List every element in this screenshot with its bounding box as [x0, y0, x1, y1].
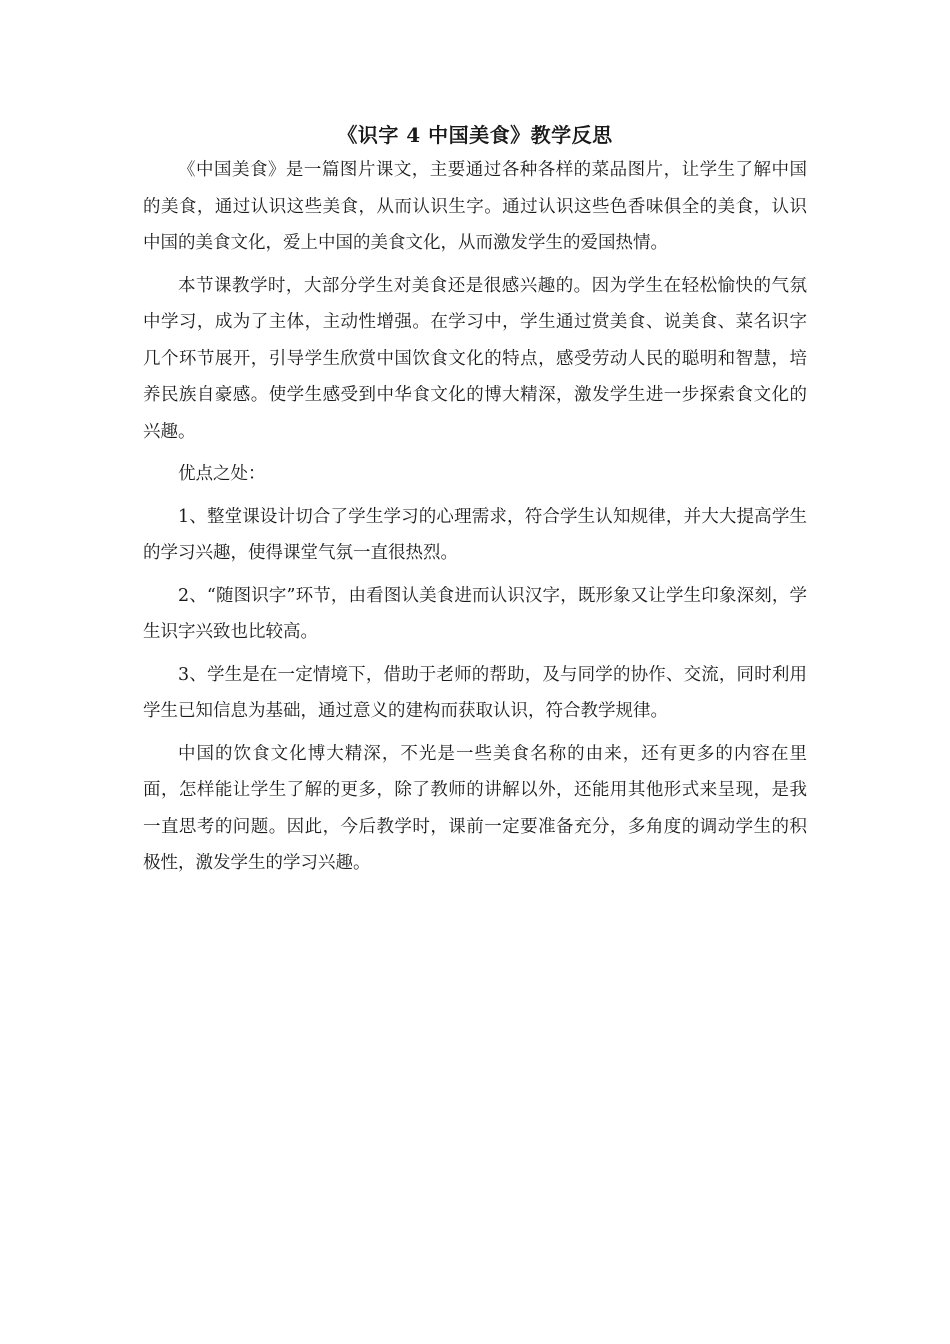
paragraph-point-2: 2、“随图识字”环节，由看图认美食进而认识汉字，既形象又让学生印象深刻，学生识字兴致也比较高。: [143, 585, 807, 642]
paragraph-reflection: 中国的饮食文化博大精深，不光是一些美食名称的由来，还有更多的内容在里面，怎样能让学生了解的更多，除了教师的讲解以外，还能用其他形式来呈现，是我一直思考的问题。因此，今后教学时，课前一定要准备充分，多角度的调动学生的积极性，激发学生的学习兴趣。: [143, 743, 807, 873]
document-title: 《识字 4 中国美食》教学反思: [337, 123, 613, 147]
paragraph-point-1: 1、整堂课设计切合了学生学习的心理需求，符合学生认知规律，并大大提高学生的学习兴趣，使得课堂气氛一直很热烈。: [143, 506, 807, 563]
document-body: [143, 118, 807, 888]
paragraph-teaching: 本节课教学时，大部分学生对美食还是很感兴趣的。因为学生在轻松愉快的气氛中学习，成为了主体，主动性增强。在学习中，学生通过赏美食、说美食、菜名识字几个环节展开，引导学生欣赏中国饮食文化的特点，感受劳动人民的聪明和智慧，培养民族自豪感。使学生感受到中华食文化的博大精深，激发学生进一步探索食文化的兴趣。: [143, 275, 807, 442]
paragraph-intro: 《中国美食》是一篇图片课文，主要通过各种各样的菜品图片，让学生了解中国的美食，通过认识这些美食，从而认识生字。通过认识这些色香味俱全的美食，认识中国的美食文化，爱上中国的美食文化，从而激发学生的爱国热情。: [143, 160, 807, 253]
paragraph-point-3: 3、学生是在一定情境下，借助于老师的帮助，及与同学的协作、交流，同时利用学生已知信息为基础，通过意义的建构而获取认识，符合教学规律。: [143, 664, 807, 721]
paragraph-strengths-heading: 优点之处：: [178, 464, 266, 484]
